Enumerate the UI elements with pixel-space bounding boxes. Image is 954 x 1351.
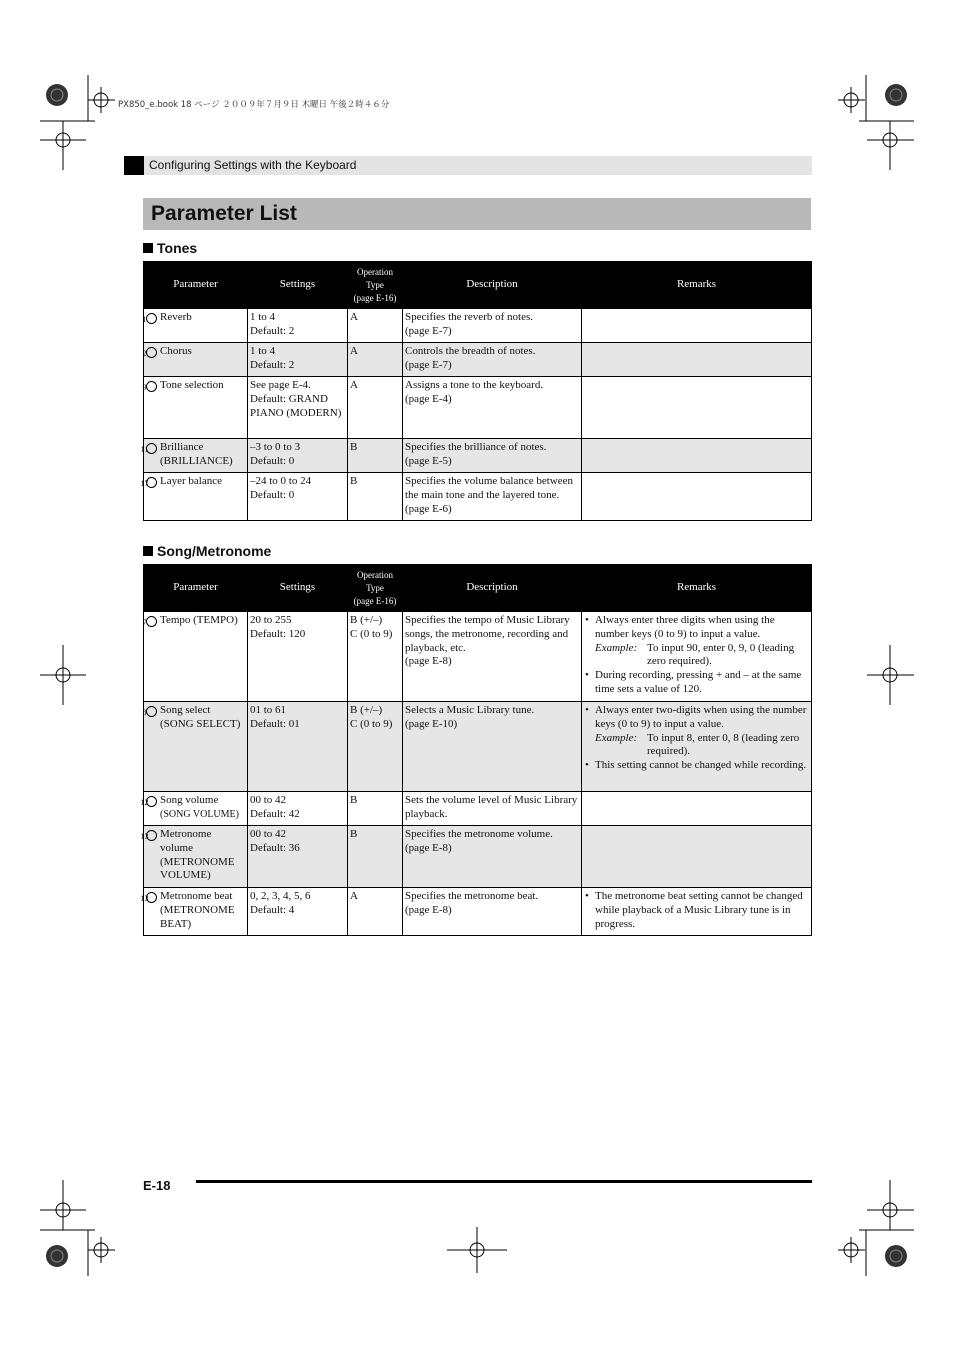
param-cell: 17 Layer balance <box>144 473 248 521</box>
section-heading-song-metronome <box>143 543 271 559</box>
remark-item: • This setting cannot be changed while recording. <box>584 759 809 773</box>
remark-item: • Always enter two-digits when using the number keys (0 to 9) to input a value. <box>584 704 809 732</box>
col-header-operation-type: Operation Type (page E-16) <box>348 262 403 309</box>
section-heading-text: Tones <box>157 240 198 256</box>
table-row <box>144 612 812 702</box>
table-row <box>144 473 812 521</box>
description-cell: Specifies the reverb of notes. (page E-7) <box>403 309 582 343</box>
number-badge: 2 <box>146 347 157 358</box>
running-header-marker <box>124 156 144 175</box>
remarks-cell <box>582 439 812 473</box>
remarks-cell <box>582 343 812 377</box>
op-type-cell: B (+/–) C (0 to 9) <box>348 612 403 702</box>
op-type-cell: B <box>348 473 403 521</box>
op-type-cell: B <box>348 439 403 473</box>
settings-cell: 1 to 4 Default: 2 <box>248 309 348 343</box>
table-row <box>144 343 812 377</box>
col-header-parameter: Parameter <box>144 262 248 309</box>
param-cell: 2 Chorus <box>144 343 248 377</box>
song-metronome-table <box>140 564 812 936</box>
print-slug: PX850_e.book 18 ページ ２００９年７月９日 木曜日 午後２時４６分 <box>118 100 390 110</box>
col-header-description: Description <box>403 262 582 309</box>
param-cell: 13 Metronome volume (METRONOME VOLUME) <box>144 826 248 888</box>
param-cell: 9 Tone selection <box>144 377 248 439</box>
settings-cell: –24 to 0 to 24 Default: 0 <box>248 473 348 521</box>
table-row <box>144 309 812 343</box>
number-badge: 7 <box>146 616 157 627</box>
param-cell: 11 Brilliance (BRILLIANCE) <box>144 439 248 473</box>
remarks-cell <box>582 473 812 521</box>
table-row <box>144 888 812 936</box>
remarks-cell <box>582 612 812 702</box>
page-number: E-18 <box>143 1178 171 1193</box>
number-badge: 13 <box>146 830 157 841</box>
square-bullet-icon <box>143 243 153 253</box>
remark-item: • During recording, pressing + and – at the same time sets a value of 120. <box>584 669 809 697</box>
op-type-cell: A <box>348 343 403 377</box>
col-header-remarks: Remarks <box>582 262 812 309</box>
table-row <box>144 439 812 473</box>
remarks-cell <box>582 826 812 888</box>
settings-cell: See page E-4. Default: GRAND PIANO (MODERN) <box>248 377 348 439</box>
op-type-cell: A <box>348 377 403 439</box>
table-row <box>144 792 812 826</box>
remarks-cell <box>582 792 812 826</box>
settings-cell: 00 to 42 Default: 42 <box>248 792 348 826</box>
remark-item: • The metronome beat setting cannot be changed while playback of a Music Library tune is in progress. <box>584 890 809 931</box>
param-cell: 13 Metronome beat (METRONOME BEAT) <box>144 888 248 936</box>
param-cell: 1 Reverb <box>144 309 248 343</box>
section-heading-tones <box>143 240 197 256</box>
col-header-settings: Settings <box>248 262 348 309</box>
op-type-cell: B (+/–) C (0 to 9) <box>348 702 403 792</box>
remark-example: Example: To input 8, enter 0, 8 (leading zero required). <box>595 731 800 758</box>
number-badge: 12 <box>146 796 157 807</box>
remarks-cell <box>582 888 812 936</box>
remarks-cell <box>582 309 812 343</box>
settings-cell: 1 to 4 Default: 2 <box>248 343 348 377</box>
settings-cell: 20 to 255 Default: 120 <box>248 612 348 702</box>
description-cell: Specifies the volume balance between the main tone and the layered tone. (page E-6) <box>403 473 582 521</box>
remark-item: • Always enter three digits when using the number keys (0 to 9) to input a value. <box>584 614 809 642</box>
number-badge: 8 <box>146 706 157 717</box>
param-cell: 7 Tempo (TEMPO) <box>144 612 248 702</box>
settings-cell: 0, 2, 3, 4, 5, 6 Default: 4 <box>248 888 348 936</box>
op-type-cell: B <box>348 826 403 888</box>
remark-example: Example: To input 90, enter 0, 9, 0 (leading zero required). <box>595 641 795 668</box>
number-badge: 13 <box>146 892 157 903</box>
tones-table <box>140 261 812 521</box>
description-cell: Specifies the tempo of Music Library songs, the metronome, recording and playback, etc. (page E-8) <box>403 612 582 702</box>
number-badge: 1 <box>146 313 157 324</box>
number-badge: 9 <box>146 381 157 392</box>
col-header-description: Description <box>403 565 582 612</box>
description-cell: Sets the volume level of Music Library playback. <box>403 792 582 826</box>
op-type-cell: A <box>348 888 403 936</box>
description-cell: Specifies the metronome volume. (page E-8) <box>403 826 582 888</box>
param-cell: 12 Song volume (SONG VOLUME) <box>144 792 248 826</box>
table-row <box>144 826 812 888</box>
settings-cell: 00 to 42 Default: 36 <box>248 826 348 888</box>
op-type-cell: B <box>348 792 403 826</box>
page-title: Parameter List <box>151 202 297 225</box>
number-badge: 17 <box>146 477 157 488</box>
col-header-parameter: Parameter <box>144 565 248 612</box>
settings-cell: –3 to 0 to 3 Default: 0 <box>248 439 348 473</box>
description-cell: Specifies the brilliance of notes. (page E-5) <box>403 439 582 473</box>
remarks-cell <box>582 702 812 792</box>
col-header-operation-type: Operation Type (page E-16) <box>348 565 403 612</box>
number-badge: 11 <box>146 443 157 454</box>
description-cell: Controls the breadth of notes. (page E-7) <box>403 343 582 377</box>
remarks-cell <box>582 377 812 439</box>
running-header: Configuring Settings with the Keyboard <box>149 158 357 172</box>
footer-rule <box>196 1180 812 1183</box>
col-header-remarks: Remarks <box>582 565 812 612</box>
description-cell: Selects a Music Library tune. (page E-10) <box>403 702 582 792</box>
table-row <box>144 702 812 792</box>
table-row <box>144 377 812 439</box>
op-type-cell: A <box>348 309 403 343</box>
col-header-settings: Settings <box>248 565 348 612</box>
param-cell: 8 Song select (SONG SELECT) <box>144 702 248 792</box>
table-header-row <box>144 565 812 612</box>
description-cell: Assigns a tone to the keyboard. (page E-4) <box>403 377 582 439</box>
section-heading-text: Song/Metronome <box>157 543 272 559</box>
settings-cell: 01 to 61 Default: 01 <box>248 702 348 792</box>
description-cell: Specifies the metronome beat. (page E-8) <box>403 888 582 936</box>
table-header-row <box>144 262 812 309</box>
square-bullet-icon <box>143 546 153 556</box>
